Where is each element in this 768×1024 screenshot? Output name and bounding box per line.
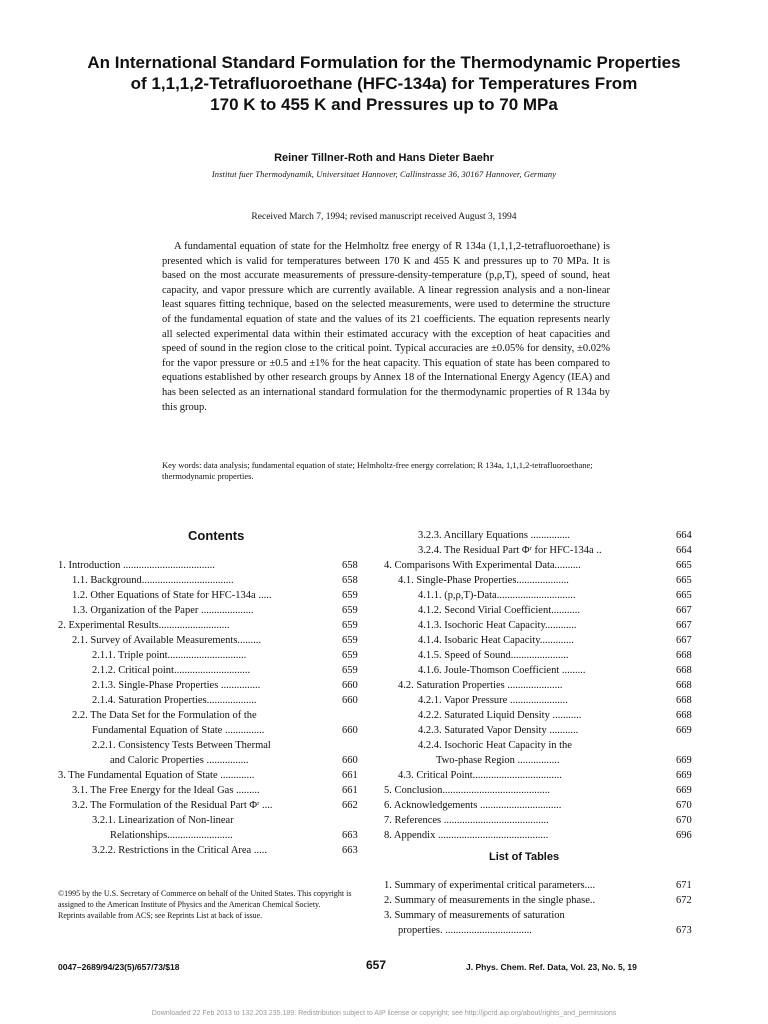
toc-entry [384, 723, 700, 738]
toc-entry-label: 3.2. The Formulation of the Residual Part Φʳ .... [72, 800, 273, 811]
toc-entry-label: 3. Summary of measurements of saturation [384, 910, 565, 921]
keywords: Key words: data analysis; fundamental equation of state; Helmholtz-free energy correlation; R 134a, 1,1,1,2-tetrafluoroethane; thermodynamic properties. [162, 460, 593, 481]
toc-entry-page: 659 [342, 665, 358, 676]
toc-entry-label: 3. The Fundamental Equation of State ............. [58, 770, 255, 781]
toc-entry [384, 573, 700, 588]
toc-entry [58, 708, 366, 723]
toc-entry [384, 558, 700, 573]
toc-entry [58, 768, 366, 783]
toc-entry [58, 693, 366, 708]
paper-title [40, 52, 728, 115]
toc-entry-label: 2. Summary of measurements in the single phase.. [384, 895, 596, 906]
toc-entry-label: 2.1.4. Saturation Properties................... [92, 695, 257, 706]
toc-right-column [384, 528, 700, 843]
toc-entry-label: Fundamental Equation of State ............... [92, 725, 265, 736]
toc-entry [58, 723, 366, 738]
toc-entry-page: 669 [676, 770, 692, 781]
toc-entry [384, 543, 700, 558]
toc-entry-label: 2.2.1. Consistency Tests Between Thermal [92, 740, 271, 751]
title-line-2: of 1,1,1,2-Tetrafluoroethane (HFC-134a) for Temperatures From [130, 74, 638, 93]
toc-entry-page: 673 [676, 925, 692, 936]
toc-entry-label: properties. ................................. [398, 925, 532, 936]
toc-entry-page: 660 [342, 725, 358, 736]
toc-entry-label: 4.1.1. (p,ρ,T)-Data.............................. [418, 590, 576, 601]
toc-entry-page: 662 [342, 800, 358, 811]
toc-entry [384, 603, 700, 618]
toc-left-column [58, 558, 366, 858]
toc-entry [384, 663, 700, 678]
toc-entry-label: 3.2.3. Ancillary Equations ............... [418, 530, 570, 541]
toc-entry-label: Relationships......................... [110, 830, 233, 841]
toc-entry-label: and Caloric Properties ................ [110, 755, 249, 766]
toc-entry [384, 893, 700, 908]
toc-entry [384, 633, 700, 648]
toc-entry [384, 648, 700, 663]
toc-entry-page: 669 [676, 755, 692, 766]
footer-journal: J. Phys. Chem. Ref. Data, Vol. 23, No. 5, 19 [466, 962, 637, 972]
toc-entry [58, 783, 366, 798]
toc-entry-page: 663 [342, 830, 358, 841]
toc-entry [384, 828, 700, 843]
toc-entry-page: 659 [342, 650, 358, 661]
toc-entry-page: 659 [342, 605, 358, 616]
list-of-tables-heading: List of Tables [489, 851, 560, 863]
toc-entry [384, 708, 700, 723]
copyright-notice [58, 888, 368, 921]
received-date: Received March 7, 1994; revised manuscript received August 3, 1994 [251, 212, 517, 222]
toc-entry-page: 667 [676, 605, 692, 616]
toc-entry-page: 668 [676, 695, 692, 706]
toc-entry-page: 658 [342, 575, 358, 586]
toc-entry-label: 2.1. Survey of Available Measurements......... [72, 635, 262, 646]
toc-entry-page: 669 [676, 725, 692, 736]
toc-entry [384, 798, 700, 813]
toc-entry [384, 528, 700, 543]
title-line-3: 170 K to 455 K and Pressures up to 70 MPa [210, 95, 558, 114]
toc-entry [384, 783, 700, 798]
toc-entry-page: 659 [342, 620, 358, 631]
toc-entry [58, 573, 366, 588]
toc-entry [58, 738, 366, 753]
toc-entry [58, 558, 366, 573]
toc-entry-label: 4.2. Saturation Properties ..................... [398, 680, 563, 691]
toc-entry-page: 664 [676, 530, 692, 541]
title-line-1: An International Standard Formulation for the Thermodynamic Properties [87, 53, 681, 72]
toc-entry-page: 668 [676, 710, 692, 721]
toc-entry-page: 671 [676, 880, 692, 891]
toc-entry-label: 4.1. Single-Phase Properties.................... [398, 575, 569, 586]
authors: Reiner Tillner-Roth and Hans Dieter Baehr [274, 152, 494, 164]
toc-entry-page: 664 [676, 545, 692, 556]
toc-entry-label: 3.1. The Free Energy for the Ideal Gas ......... [72, 785, 260, 796]
toc-entry [384, 813, 700, 828]
toc-entry-page: 668 [676, 680, 692, 691]
toc-entry-page: 669 [676, 785, 692, 796]
toc-entry-page: 663 [342, 845, 358, 856]
affiliation: Institut fuer Thermodynamik, Universitaet Hannover, Callinstrasse 36, 30167 Hannover, Germany [211, 169, 557, 179]
toc-entry-page: 665 [676, 590, 692, 601]
toc-entry-page: 659 [342, 635, 358, 646]
toc-entry [384, 678, 700, 693]
toc-entry [384, 908, 700, 923]
toc-entry [384, 753, 700, 768]
toc-entry-label: 6. Acknowledgements ............................... [384, 800, 562, 811]
toc-entry-label: 4.3. Critical Point.................................. [398, 770, 562, 781]
toc-entry-page: 667 [676, 635, 692, 646]
toc-entry-page: 658 [342, 560, 358, 571]
toc-entry-label: 2.1.1. Triple point.............................. [92, 650, 247, 661]
toc-entry [58, 648, 366, 663]
toc-entry-page: 660 [342, 680, 358, 691]
toc-entry [384, 618, 700, 633]
toc-entry-label: 4.1.4. Isobaric Heat Capacity............. [418, 635, 574, 646]
footer-doi: 0047–2689/94/23(5)/657/73/$18 [58, 962, 180, 972]
toc-entry-label: 1. Introduction ................................... [58, 560, 215, 571]
toc-entry [58, 753, 366, 768]
toc-entry [384, 878, 700, 893]
toc-entry [58, 843, 366, 858]
toc-entry [384, 768, 700, 783]
page-number: 657 [366, 958, 387, 972]
toc-entry-label: 4.2.3. Saturated Vapor Density ........... [418, 725, 579, 736]
toc-entry-label: 2. Experimental Results........................... [58, 620, 230, 631]
toc-entry-label: 8. Appendix .......................................... [384, 830, 549, 841]
toc-entry-label: 2.2. The Data Set for the Formulation of the [72, 710, 257, 721]
toc-entry-label: 4. Comparisons With Experimental Data.......... [384, 560, 581, 571]
toc-entry-label: 2.1.3. Single-Phase Properties ............... [92, 680, 261, 691]
toc-entry [58, 828, 366, 843]
list-of-tables [384, 878, 700, 938]
toc-entry-label: 4.1.3. Isochoric Heat Capacity............ [418, 620, 577, 631]
toc-entry-label: 3.2.1. Linearization of Non-linear [92, 815, 234, 826]
contents-heading: Contents [188, 528, 245, 543]
abstract-text: A fundamental equation of state for the Helmholtz free energy of R 134a (1,1,1,2-tetrafluoroethane) is presented which is valid for temperatures between 170 K and 455 K and pressures up to 70 MPa. It is based on the most accurate measurements of pressure-density-temperature (p,ρ,T), speed of sound, heat capacity, and vapor pressure which are currently available. A linear regression analysis and a non-linear least squares fitting technique, based on the selected measurements, were used to determine the structure of the fundamental equation of state and the values of its 21 coefficients. The equation represents nearly all selected experimental data within their estimated accuracy with the exception of heat capacities and speed of sound in the region close to the critical point. Typical accuracies are ±0.05% for density, ±0.02% for the vapor pressure or ±0.5 and ±1% for the heat capacity. This equation of state has been compared to equations established by other research groups by Annex 18 of the International Energy Agency (IEA) and has been selected as an international standard formulation for the thermodynamic properties of R 134a by this group. [162, 241, 610, 413]
toc-entry [58, 798, 366, 813]
toc-entry-page: 659 [342, 590, 358, 601]
toc-entry-page: 670 [676, 800, 692, 811]
toc-entry [384, 588, 700, 603]
toc-entry-page: 661 [342, 785, 358, 796]
toc-entry-label: 4.1.2. Second Virial Coefficient........... [418, 605, 580, 616]
toc-entry [58, 678, 366, 693]
toc-entry [58, 633, 366, 648]
toc-entry-page: 668 [676, 665, 692, 676]
abstract [162, 240, 610, 415]
toc-entry-page: 660 [342, 755, 358, 766]
toc-entry-label: 2.1.2. Critical point............................. [92, 665, 251, 676]
copyright-text [58, 888, 368, 921]
toc-entry-page: 672 [676, 895, 692, 906]
toc-entry [58, 603, 366, 618]
toc-entry [384, 693, 700, 708]
copyright-line: ©1995 by the U.S. Secretary of Commerce on behalf of the United States. This copyright is assigned to the American Institute of Physics and the American Chemical Society. [58, 889, 352, 909]
toc-entry-label: 1.1. Background................................... [72, 575, 234, 586]
toc-entry-label: 4.2.4. Isochoric Heat Capacity in the [418, 740, 572, 751]
toc-entry-label: 7. References ........................................ [384, 815, 549, 826]
toc-entry-label: Two-phase Region ................ [436, 755, 560, 766]
toc-entry-label: 4.1.6. Joule-Thomson Coefficient ......... [418, 665, 586, 676]
toc-entry-label: 4.1.5. Speed of Sound...................... [418, 650, 569, 661]
toc-entry-page: 660 [342, 695, 358, 706]
toc-entry-page: 665 [676, 560, 692, 571]
toc-entry-page: 667 [676, 620, 692, 631]
toc-entry-label: 3.2.4. The Residual Part Φʳ for HFC-134a .. [418, 545, 602, 556]
toc-entry-label: 1.2. Other Equations of State for HFC-134a ..... [72, 590, 272, 601]
toc-entry-page: 661 [342, 770, 358, 781]
toc-entry-label: 4.2.1. Vapor Pressure ...................... [418, 695, 568, 706]
toc-entry [384, 923, 700, 938]
toc-entry-label: 1. Summary of experimental critical parameters.... [384, 880, 596, 891]
toc-entry [58, 618, 366, 633]
toc-entry [58, 663, 366, 678]
toc-entry-page: 665 [676, 575, 692, 586]
toc-entry [58, 588, 366, 603]
toc-entry-label: 5. Conclusion......................................... [384, 785, 550, 796]
toc-entry [384, 738, 700, 753]
toc-entry-page: 668 [676, 650, 692, 661]
toc-entry-page: 670 [676, 815, 692, 826]
copyright-line: Reprints available from ACS; see Reprints List at back of issue. [58, 911, 263, 920]
toc-entry [58, 813, 366, 828]
download-notice: Downloaded 22 Feb 2013 to 132.203.235.189. Redistribution subject to AIP license or copyright; see http://jpcrd.aip.org/about/rights_and_permissions [151, 1010, 617, 1017]
toc-entry-label: 3.2.2. Restrictions in the Critical Area ..... [92, 845, 267, 856]
toc-entry-label: 1.3. Organization of the Paper .................... [72, 605, 254, 616]
toc-entry-page: 696 [676, 830, 692, 841]
toc-entry-label: 4.2.2. Saturated Liquid Density ........... [418, 710, 582, 721]
